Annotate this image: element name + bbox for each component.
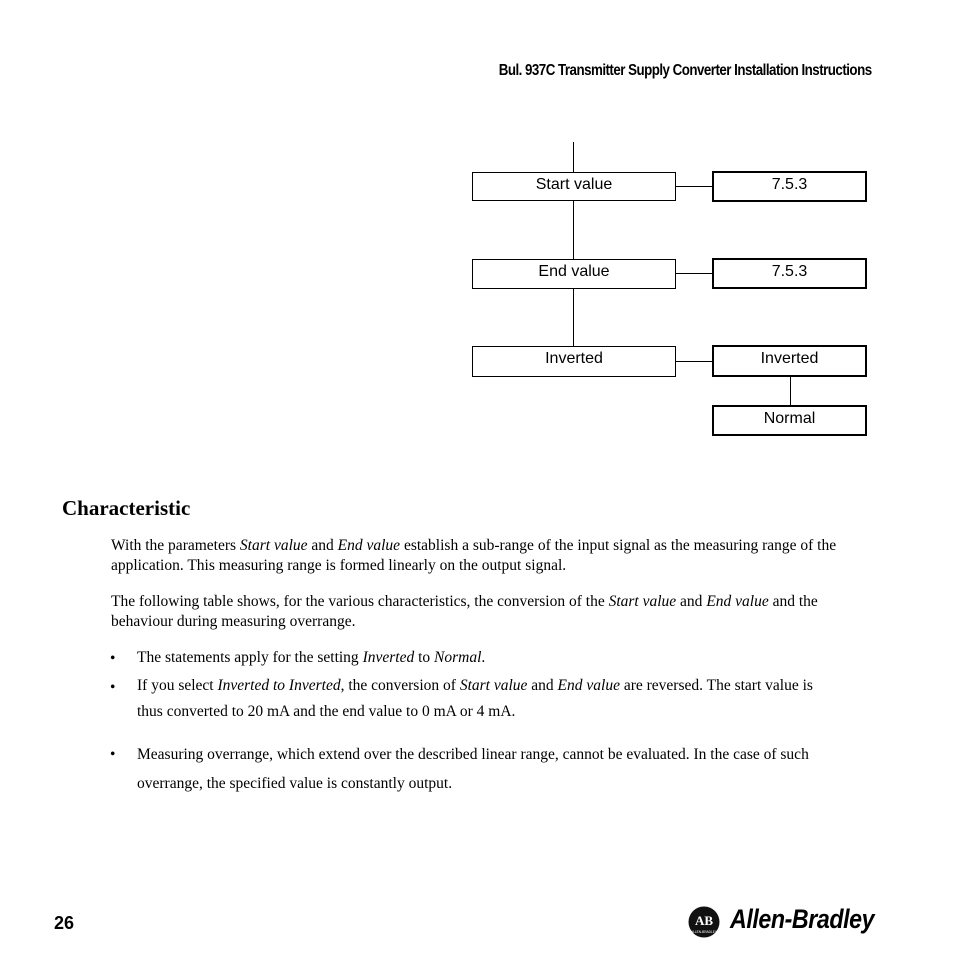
bullet-marker: • [110,650,116,667]
diagram-connector [790,376,791,405]
end-value-value-box: 7.5.3 [712,258,867,289]
diagram-connector [676,273,712,274]
page-number: 26 [54,913,75,933]
svg-text:ALLEN-BRADLEY: ALLEN-BRADLEY [690,930,718,934]
diagram-connector [676,186,712,187]
diagram-connector [573,142,574,172]
end-value-param-box: End value [472,259,676,289]
bullet-marker: • [110,746,116,763]
svg-text:AB: AB [694,913,714,928]
start-value-param-box: Start value [472,172,676,201]
section-heading: Characteristic [62,496,191,520]
start-value-value-box: 7.5.3 [712,171,867,202]
paragraph-table-description: The following table shows, for the various characteristics, the conversion of the Start value and End value and the behaviour during measuring overrange. [111,593,818,630]
bullet-marker: • [110,679,116,696]
diagram-connector [676,361,712,362]
allen-bradley-logo-icon [688,906,720,938]
bullet-item: If you select Inverted to Inverted, the conversion of Start value and End value are reversed. The start value is thus converted to 20 mA and the end value to 0 mA or 4 mA. [137,677,813,720]
paragraph-intro: With the parameters Start value and End value establish a sub-range of the input signal as the measuring range of the application. This measuring range is formed linearly on the output signal. [111,537,837,574]
inverted-param-box: Inverted [472,346,676,377]
diagram-connector [573,289,574,346]
diagram-connector [573,201,574,259]
page-header-title: Bul. 937C Transmitter Supply Converter Installation Instructions [499,62,872,79]
bullet-item: Measuring overrange, which extend over the described linear range, cannot be evaluated. In the case of such overrange, the specified value is constantly output. [137,746,809,792]
brand-wordmark: Allen-Bradley [730,904,875,934]
inverted-value-box: Inverted [712,345,867,377]
normal-option-box: Normal [712,405,867,436]
bullet-item: The statements apply for the setting Inverted to Normal. [137,649,486,666]
